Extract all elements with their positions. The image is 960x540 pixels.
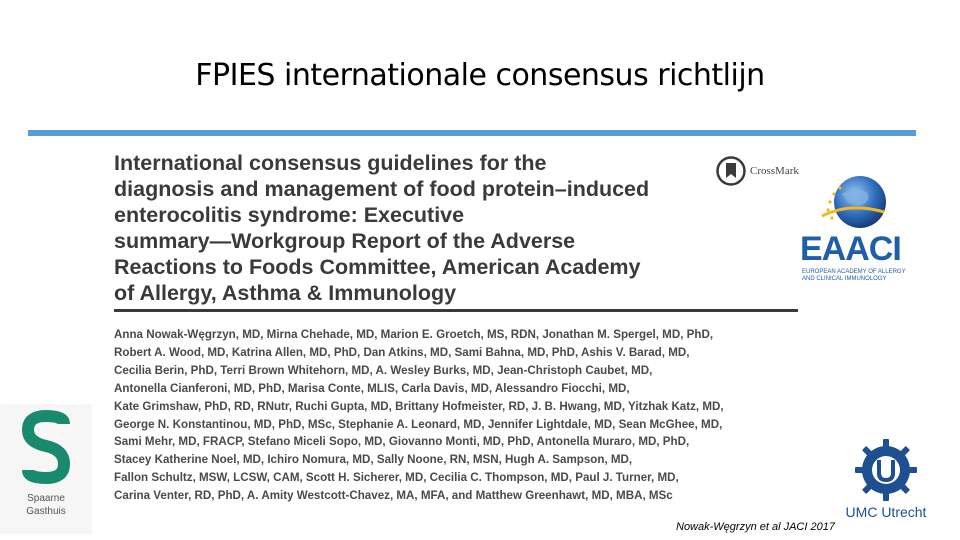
paper-title-line: enterocolitis syndrome: Executive [114, 203, 465, 227]
spaarne-line: Spaarne [27, 493, 65, 504]
citation: Nowak-Węgrzyn et al JACI 2017 [676, 521, 835, 533]
paper-title-line: of Allergy, Asthma & Immunology [114, 281, 457, 305]
eaaci-subtitle-line: EUROPEAN ACADEMY OF ALLERGY [802, 269, 906, 275]
author-line: Anna Nowak-Węgrzyn, MD, Mirna Chehade, MD, Marion E. Groetch, MS, RDN, Jonathan M. Spergel, MD, PhD, [114, 328, 714, 341]
paper-title [114, 150, 714, 306]
paper-divider [114, 309, 798, 312]
crossmark-label: CrossMark [750, 165, 799, 177]
author-line: Carina Venter, RD, PhD, A. Amity Westcott-Chavez, MA, MFA, and Matthew Greenhawt, MD, MBA, MSc [114, 489, 673, 503]
author-line: Robert A. Wood, MD, Katrina Allen, MD, PhD, Dan Atkins, MD, Sami Bahna, MD, PhD, Ashis V. Barad, MD, [114, 345, 690, 359]
crossmark-badge [716, 156, 799, 186]
author-line: Cecilia Berin, PhD, Terri Brown Whitehorn, MD, A. Wesley Burks, MD, Jean-Christoph Caubet, MD, [114, 363, 653, 377]
eaaci-wordmark: EAACI [800, 230, 901, 268]
eaaci-logo [800, 172, 918, 287]
author-line: Stacey Katherine Noel, MD, Ichiro Nomura, MD, Sally Noone, RN, MSN, Hugh A. Sampson, MD, [114, 453, 633, 467]
umc-emblem-icon [854, 438, 918, 502]
slide-title: FPIES internationale consensus richtlijn [195, 58, 765, 93]
paper-title-line: International consensus guidelines for the [114, 151, 547, 175]
author-line: Kate Grimshaw, PhD, RD, RNutr, Ruchi Gupta, MD, Brittany Hofmeister, RD, J. B. Hwang, MD, Yitzhak Katz, MD, [114, 399, 724, 413]
globe-icon [820, 172, 890, 236]
eaaci-subtitle [802, 269, 906, 283]
spaarne-line: Gasthuis [26, 506, 66, 517]
paper-title-line: diagnosis and management of food protein–induced [114, 177, 650, 201]
crossmark-icon [716, 156, 746, 186]
author-line: Sami Mehr, MD, FRACP, Stefano Miceli Sopo, MD, Giovanno Monti, MD, PhD, Antonella Muraro, MD, PhD, [114, 435, 690, 449]
author-line: Fallon Schultz, MSW, LCSW, CAM, Scott H. Sicherer, MD, Cecilia C. Thompson, MD, Paul J. Turner, MD, [114, 471, 679, 485]
umc-utrecht-logo [836, 436, 936, 526]
title-divider [28, 130, 916, 136]
spaarne-wordmark [0, 492, 92, 518]
author-line: Antonella Cianferoni, MD, PhD, Marisa Conte, MLIS, Carla Davis, MD, Alessandro Fiocchi, MD, [114, 381, 630, 395]
paper-title-line: Reactions to Foods Committee, American Academy [114, 255, 641, 279]
paper-title-line: summary—Workgroup Report of the Adverse [114, 229, 576, 253]
umc-wordmark: UMC Utrecht [845, 504, 927, 520]
author-line: George N. Konstantinou, MD, PhD, MSc, Stephanie A. Leonard, MD, Jennifer Lightdale, MD, Sean McGhee, MD, [114, 417, 723, 431]
author-list [114, 326, 794, 505]
spaarne-gasthuis-logo [0, 404, 92, 534]
spaarne-s-icon [16, 408, 76, 488]
eaaci-subtitle-line: AND CLINICAL IMMUNOLOGY [802, 276, 887, 282]
